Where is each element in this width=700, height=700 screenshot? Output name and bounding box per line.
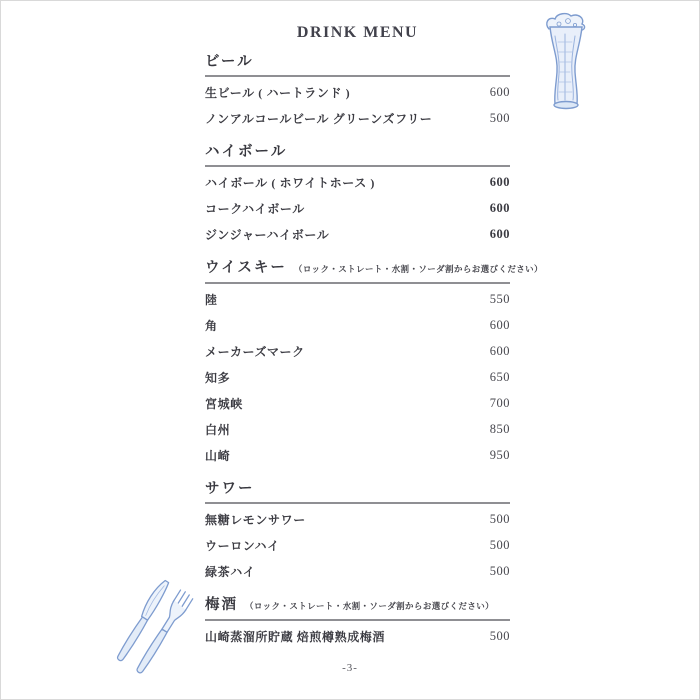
menu-item-row: [205, 506, 510, 532]
item-price: 500: [489, 628, 510, 643]
page-title: DRINK MENU: [296, 24, 419, 41]
section-header: [205, 143, 510, 167]
menu-item-row: [205, 312, 510, 338]
item-price: 500: [489, 110, 510, 125]
item-price: 500: [489, 537, 510, 552]
item-price: 650: [489, 369, 510, 384]
menu-item-row: [205, 390, 510, 416]
item-label: 知多: [205, 370, 231, 385]
menu-section: [205, 596, 510, 649]
item-label: ノンアルコールビール グリーンズフリー: [205, 111, 433, 126]
item-price: 500: [489, 563, 510, 578]
menu-item-row: [205, 169, 510, 195]
section-header: [205, 480, 510, 504]
menu-sections: [205, 53, 543, 649]
section-note: （ロック・ストレート・水割・ソーダ割からお選びください）: [293, 264, 543, 274]
section-title: ビール: [205, 54, 254, 70]
item-label: 角: [205, 318, 218, 333]
item-label: ウーロンハイ: [205, 538, 280, 553]
section-header: [205, 259, 543, 284]
section-items: [205, 79, 510, 131]
menu-item-row: [205, 623, 510, 649]
menu-item-row: [205, 195, 510, 221]
beer-glass-icon: [531, 12, 599, 116]
section-title: ハイボール: [205, 144, 288, 160]
item-price: 500: [489, 511, 510, 526]
item-label: 陸: [205, 292, 218, 307]
item-label: ジンジャーハイボール: [205, 227, 330, 242]
item-price: 600: [489, 174, 510, 189]
menu-section: [205, 53, 510, 131]
item-label: 宮城峡: [205, 396, 243, 411]
menu-column: [205, 24, 543, 649]
item-price: 550: [489, 291, 510, 306]
menu-section: [205, 259, 543, 468]
section-header: [205, 53, 510, 77]
menu-item-row: [205, 79, 510, 105]
menu-item-row: [205, 221, 510, 247]
item-price: 600: [489, 84, 510, 99]
item-price: 600: [489, 226, 510, 241]
item-label: 白州: [205, 422, 231, 437]
item-price: 600: [489, 317, 510, 332]
menu-item-row: [205, 416, 510, 442]
item-label: コークハイボール: [205, 201, 305, 216]
page-number: -3-: [342, 662, 358, 674]
section-note: （ロック・ストレート・水割・ソーダ割からお選びください）: [245, 601, 495, 611]
item-price: 850: [489, 421, 510, 436]
item-label: メーカーズマーク: [205, 344, 305, 359]
item-label: ハイボール ( ホワイトホース ): [205, 175, 375, 190]
menu-section: [205, 143, 510, 247]
section-items: [205, 506, 510, 584]
menu-item-row: [205, 286, 510, 312]
item-label: 緑茶ハイ: [205, 564, 256, 579]
item-price: 600: [489, 200, 510, 215]
section-header: [205, 596, 510, 621]
menu-item-row: [205, 105, 510, 131]
menu-section: [205, 480, 510, 584]
item-price: 700: [489, 395, 510, 410]
item-label: 山崎: [205, 448, 231, 463]
item-price: 600: [489, 343, 510, 358]
menu-item-row: [205, 364, 510, 390]
menu-item-row: [205, 532, 510, 558]
section-title: ウイスキー: [205, 260, 287, 276]
menu-item-row: [205, 442, 510, 468]
item-label: 生ビール ( ハートランド ): [205, 85, 351, 100]
item-label: 山崎蒸溜所貯蔵 焙煎樽熟成梅酒: [205, 629, 386, 644]
section-items: [205, 169, 510, 247]
menu-item-row: [205, 558, 510, 584]
item-label: 無糖レモンサワー: [205, 512, 306, 527]
section-title: 梅酒: [205, 597, 238, 613]
item-price: 950: [489, 447, 510, 462]
section-title: サワー: [205, 481, 255, 497]
section-items: [205, 623, 510, 649]
menu-item-row: [205, 338, 510, 364]
section-items: [205, 286, 510, 468]
